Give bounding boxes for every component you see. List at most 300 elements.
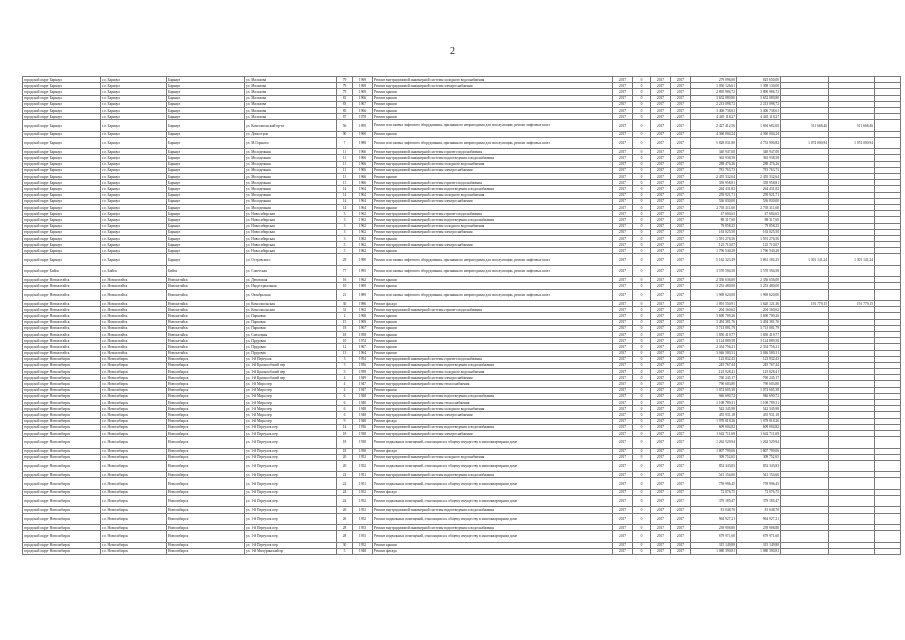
total-cost-cell: 2 455 332,64	[691, 174, 737, 180]
house-number-cell: 3	[337, 235, 353, 241]
total-cost-cell: 3 046 580,31	[691, 350, 737, 356]
count-cell: 0	[633, 418, 651, 424]
work-type-cell: Ремонт крыши	[373, 107, 613, 113]
settlement-cell: г.о. Новоалтайск	[101, 301, 167, 307]
trailing-cell	[875, 437, 901, 448]
street-cell: ул. Прудовая	[245, 338, 337, 344]
municipality-cell: городской округ Барнаул	[23, 204, 101, 210]
other-cost-cell	[829, 437, 875, 448]
work-type-cell: Ремонт или замена лифтового оборудования, признанного непригодным для эксплуатации, ремонт лифтовых шахт	[373, 254, 613, 265]
end-year-cell: 2017	[671, 460, 691, 471]
start-year-cell: 2017	[651, 204, 671, 210]
count-cell: 0	[633, 83, 651, 89]
end-year-cell: 2017	[671, 283, 691, 289]
owner-cost-cell	[781, 496, 829, 507]
fund-cost-cell: 1 694 682,00	[737, 120, 781, 131]
plan-year-cell: 2017	[613, 478, 633, 489]
end-year-cell: 2017	[671, 161, 691, 167]
start-year-cell: 2017	[651, 478, 671, 489]
work-type-cell: Ремонт крыши	[373, 542, 613, 548]
work-type-cell: Ремонт внутридомовой инженерной системы теплоснабжения	[373, 400, 613, 406]
work-type-cell: Ремонт фасада	[373, 301, 613, 307]
work-type-cell: Ремонт крыши	[373, 283, 613, 289]
plan-year-cell: 2017	[613, 412, 633, 418]
municipality-cell: городской округ Новоалтайск	[23, 277, 101, 283]
city-cell: Новосибирск	[167, 489, 245, 495]
table-row	[23, 496, 901, 507]
work-type-cell: Ремонт фасада	[373, 489, 613, 495]
end-year-cell: 2017	[671, 301, 691, 307]
start-year-cell: 2017	[651, 137, 671, 148]
street-cell: ул. Новосибирская	[245, 242, 337, 248]
fund-cost-cell: 2 356 636,00	[737, 277, 781, 283]
street-cell: ул. 1-й Мира пер	[245, 400, 337, 406]
house-number-cell: 4	[337, 375, 353, 381]
build-year-cell: 1978	[353, 114, 373, 120]
work-type-cell: Ремонт внутридомовой инженерной системы водоотведения и водоснабжения	[373, 507, 613, 513]
count-cell: 0	[633, 350, 651, 356]
work-type-cell: Ремонт крыши	[373, 131, 613, 137]
house-number-cell: 90	[337, 131, 353, 137]
street-cell: ул. Молодежная	[245, 192, 337, 198]
street-cell: ул. Молодежная	[245, 180, 337, 186]
count-cell: 0	[633, 161, 651, 167]
total-cost-cell: 259 921,71	[691, 192, 737, 198]
count-cell: 0	[633, 412, 651, 418]
settlement-cell: г.о. Барнаул	[101, 167, 167, 173]
plan-year-cell: 2017	[613, 496, 633, 507]
street-cell: ул. Парковая	[245, 313, 337, 319]
table-row	[23, 460, 901, 471]
plan-year-cell: 2017	[613, 548, 633, 554]
build-year-cell: 1949	[353, 375, 373, 381]
settlement-cell: г.о. Новосибирск	[101, 478, 167, 489]
end-year-cell: 2017	[671, 513, 691, 524]
build-year-cell: 1966	[353, 161, 373, 167]
plan-year-cell: 2017	[613, 344, 633, 350]
fund-cost-cell: 1 074 605,38	[737, 387, 781, 393]
start-year-cell: 2017	[651, 338, 671, 344]
count-cell: 0	[633, 89, 651, 95]
count-cell: 0	[633, 289, 651, 300]
settlement-cell: г.о. Барнаул	[101, 77, 167, 83]
start-year-cell: 2017	[651, 430, 671, 436]
start-year-cell: 2017	[651, 525, 671, 531]
plan-year-cell: 2017	[613, 362, 633, 368]
plan-year-cell: 2017	[613, 186, 633, 192]
settlement-cell: г.о. Барнаул	[101, 204, 167, 210]
municipality-cell: городской округ Барнаул	[23, 114, 101, 120]
fund-cost-cell: 3 890 986,72	[737, 89, 781, 95]
work-type-cell: Ремонт крыши	[373, 114, 613, 120]
work-type-cell: Ремонт внутридомовой инженерной системы горячего водоснабжения	[373, 356, 613, 362]
fund-cost-cell: 1 796 540,28	[737, 248, 781, 254]
house-number-cell: 18	[337, 437, 353, 448]
plan-year-cell: 2017	[613, 223, 633, 229]
settlement-cell: г.о. Барнаул	[101, 192, 167, 198]
total-cost-cell: 760 245,17	[691, 375, 737, 381]
count-cell: 0	[633, 393, 651, 399]
owner-cost-cell: 1 301 141,24	[781, 254, 829, 265]
total-cost-cell: 4 445 118,27	[691, 114, 737, 120]
total-cost-cell: 609 004,82	[691, 424, 737, 430]
start-year-cell: 2017	[651, 114, 671, 120]
street-cell: ул. 1-й Переулок пер	[245, 478, 337, 489]
build-year-cell: 1938	[353, 437, 373, 448]
municipality-cell: городской округ Барнаул	[23, 248, 101, 254]
house-number-cell: 15	[337, 319, 353, 325]
end-year-cell: 2017	[671, 254, 691, 265]
municipality-cell: городской округ Барнаул	[23, 174, 101, 180]
street-cell: ул. 1-й Мира пер	[245, 406, 337, 412]
street-cell: ул. 1-й Переулок пер	[245, 454, 337, 460]
fund-cost-cell: 1 591 276,56	[737, 235, 781, 241]
fund-cost-cell: 309 752,65	[737, 454, 781, 460]
fund-cost-cell: 239 908,80	[737, 525, 781, 531]
work-type-cell: Ремонт внутридомовой инженерной системы горячего водоснабжения	[373, 149, 613, 155]
work-type-cell: Ремонт внутридомовой инженерной системы водоотведения и водоснабжения	[373, 217, 613, 223]
count-cell: 0	[633, 448, 651, 454]
build-year-cell: 1962	[353, 211, 373, 217]
plan-year-cell: 2017	[613, 277, 633, 283]
build-year-cell: 1966	[353, 180, 373, 186]
city-cell: Барнаул	[167, 192, 245, 198]
settlement-cell: г.о. Новосибирск	[101, 424, 167, 430]
settlement-cell: г.о. Новосибирск	[101, 472, 167, 478]
street-cell: ул. 1-й Переулок пер	[245, 531, 337, 542]
work-type-cell: Ремонт фасада	[373, 448, 613, 454]
municipality-cell: городской округ Новоалтайск	[23, 289, 101, 300]
fund-cost-cell: 1 080 390,81	[737, 548, 781, 554]
municipality-cell: городской округ Новоалтайск	[23, 331, 101, 337]
end-year-cell: 2017	[671, 400, 691, 406]
other-cost-cell: 511 668,46	[829, 120, 875, 131]
count-cell: 0	[633, 525, 651, 531]
city-cell: Новосибирск	[167, 381, 245, 387]
settlement-cell: г.о. Новосибирск	[101, 418, 167, 424]
trailing-cell	[875, 137, 901, 148]
total-cost-cell: 759 996,45	[691, 478, 737, 489]
municipality-cell: городской округ Новосибирск	[23, 472, 101, 478]
end-year-cell: 2017	[671, 211, 691, 217]
settlement-cell: г.о. Барнаул	[101, 174, 167, 180]
build-year-cell: 1956	[353, 362, 373, 368]
work-type-cell: Ремонт внутридомовой инженерной системы горячего водоснабжения	[373, 307, 613, 313]
municipality-cell: городской округ Барнаул	[23, 131, 101, 137]
plan-year-cell: 2017	[613, 531, 633, 542]
house-number-cell: 18	[337, 331, 353, 337]
municipality-cell: городской округ Барнаул	[23, 242, 101, 248]
total-cost-cell: 1 050 126,61	[691, 83, 737, 89]
municipality-cell: городской округ Барнаул	[23, 229, 101, 235]
settlement-cell: г.о. Барнаул	[101, 107, 167, 113]
total-cost-cell: 79 858,25	[691, 223, 737, 229]
work-type-cell: Ремонт или замена лифтового оборудования, признанного непригодным для эксплуатации, ремонт лифтовых шахт	[373, 137, 613, 148]
start-year-cell: 2017	[651, 248, 671, 254]
start-year-cell: 2017	[651, 513, 671, 524]
settlement-cell: г.о. Барнаул	[101, 235, 167, 241]
start-year-cell: 2017	[651, 375, 671, 381]
street-cell: ул. Молодежная	[245, 167, 337, 173]
fund-cost-cell: 79 858,25	[737, 223, 781, 229]
municipality-cell: городской округ Барнаул	[23, 149, 101, 155]
start-year-cell: 2017	[651, 381, 671, 387]
end-year-cell: 2017	[671, 496, 691, 507]
build-year-cell: 1947	[353, 387, 373, 393]
street-cell: ул. 1-й Переулок пер	[245, 496, 337, 507]
table-row	[23, 120, 901, 131]
total-cost-cell: 5 162 323,49	[691, 254, 737, 265]
settlement-cell: г.о. Барнаул	[101, 161, 167, 167]
trailing-cell	[875, 496, 901, 507]
street-cell: ул. Парковая	[245, 319, 337, 325]
house-number-cell: 18	[337, 448, 353, 454]
settlement-cell: г.о. Новосибирск	[101, 496, 167, 507]
plan-year-cell: 2017	[613, 448, 633, 454]
work-type-cell: Ремонт внутридомовой инженерной системы холодного водоснабжения	[373, 161, 613, 167]
owner-cost-cell	[781, 531, 829, 542]
work-type-cell: Ремонт крыши	[373, 174, 613, 180]
total-cost-cell: 2 213 098,72	[691, 101, 737, 107]
start-year-cell: 2017	[651, 180, 671, 186]
count-cell: 0	[633, 387, 651, 393]
fund-cost-cell: 288 476,26	[737, 161, 781, 167]
build-year-cell: 1967	[353, 344, 373, 350]
plan-year-cell: 2017	[613, 167, 633, 173]
municipality-cell: городской округ Новоалтайск	[23, 350, 101, 356]
city-cell: Новосибирск	[167, 513, 245, 524]
street-cell: ул. Малахова	[245, 101, 337, 107]
build-year-cell: 1966	[353, 107, 373, 113]
start-year-cell: 2017	[651, 454, 671, 460]
plan-year-cell: 2017	[613, 114, 633, 120]
city-cell: Новоалтайск	[167, 350, 245, 356]
plan-year-cell: 2017	[613, 204, 633, 210]
street-cell: ул. 1-й Переулок	[245, 356, 337, 362]
fund-cost-cell: 3 253 480,00	[737, 283, 781, 289]
start-year-cell: 2017	[651, 307, 671, 313]
start-year-cell: 2017	[651, 424, 671, 430]
work-type-cell: Ремонт крыши	[373, 313, 613, 319]
city-cell: Новосибирск	[167, 548, 245, 554]
city-cell: Новосибирск	[167, 454, 245, 460]
build-year-cell: 1948	[353, 548, 373, 554]
municipality-cell: городской округ Бийск	[23, 265, 101, 276]
municipality-cell: городской округ Барнаул	[23, 77, 101, 83]
fund-cost-cell: 245 767,44	[737, 362, 781, 368]
build-year-cell: 1953	[353, 531, 373, 542]
house-number-cell: 21	[337, 289, 353, 300]
start-year-cell: 2017	[651, 437, 671, 448]
house-number-cell: 30	[337, 301, 353, 307]
fund-cost-cell: 163 025,50	[737, 229, 781, 235]
work-type-cell: Ремонт внутридомовой инженерной системы электроснабжения	[373, 375, 613, 381]
fund-cost-cell: 2 334 756,21	[737, 344, 781, 350]
settlement-cell: г.о. Барнаул	[101, 186, 167, 192]
end-year-cell: 2017	[671, 362, 691, 368]
fund-cost-cell: 1 620 121,36	[737, 301, 781, 307]
build-year-cell: 1964	[353, 204, 373, 210]
street-cell: ул. 1-й Переулок пер	[245, 513, 337, 524]
plan-year-cell: 2017	[613, 192, 633, 198]
fund-cost-cell: 339 958,81	[737, 180, 781, 186]
work-type-cell: Ремонт крыши	[373, 95, 613, 101]
start-year-cell: 2017	[651, 418, 671, 424]
fund-cost-cell: 3 406 738,61	[737, 107, 781, 113]
end-year-cell: 2017	[671, 525, 691, 531]
fund-cost-cell: 3 713 081,79	[737, 325, 781, 331]
count-cell: 0	[633, 174, 651, 180]
build-year-cell: 1951	[353, 478, 373, 489]
street-cell: ул. Индустриальная	[245, 283, 337, 289]
plan-year-cell: 2017	[613, 235, 633, 241]
start-year-cell: 2017	[651, 542, 671, 548]
house-number-cell: 11	[337, 161, 353, 167]
build-year-cell: 1990	[353, 254, 373, 265]
count-cell: 0	[633, 430, 651, 436]
work-type-cell: Ремонт подвальных помещений, относящихся к общему имуществу в многоквартирном доме	[373, 478, 613, 489]
end-year-cell: 2017	[671, 204, 691, 210]
municipality-cell: городской округ Новоалтайск	[23, 325, 101, 331]
municipality-cell: городской округ Новоалтайск	[23, 319, 101, 325]
total-cost-cell: 781 763,73	[691, 167, 737, 173]
house-number-cell: 77	[337, 265, 353, 276]
build-year-cell: 1969	[353, 83, 373, 89]
fund-cost-cell: 1 807 799,06	[737, 448, 781, 454]
fund-cost-cell: 1 978 818,26	[737, 418, 781, 424]
total-cost-cell: 3 713 081,79	[691, 325, 737, 331]
total-cost-cell: 88 317,60	[691, 217, 737, 223]
end-year-cell: 2017	[671, 412, 691, 418]
house-number-cell: 11	[337, 174, 353, 180]
start-year-cell: 2017	[651, 95, 671, 101]
other-cost-cell: 191 779,15	[829, 301, 875, 307]
build-year-cell: 1964	[353, 198, 373, 204]
fund-cost-cell: 542 345,98	[737, 406, 781, 412]
city-cell: Новоалтайск	[167, 289, 245, 300]
total-cost-cell: 3 690 709,26	[691, 313, 737, 319]
plan-year-cell: 2017	[613, 107, 633, 113]
city-cell: Барнаул	[167, 229, 245, 235]
municipality-cell: городской округ Новосибирск	[23, 362, 101, 368]
count-cell: 0	[633, 400, 651, 406]
house-number-cell: 10	[337, 338, 353, 344]
count-cell: 0	[633, 531, 651, 542]
count-cell: 0	[633, 313, 651, 319]
count-cell: 0	[633, 375, 651, 381]
count-cell: 0	[633, 381, 651, 387]
end-year-cell: 2017	[671, 424, 691, 430]
build-year-cell: 1962	[353, 307, 373, 313]
settlement-cell: г.о. Новосибирск	[101, 448, 167, 454]
city-cell: Новосибирск	[167, 393, 245, 399]
municipality-cell: городской округ Новосибирск	[23, 406, 101, 412]
city-cell: Новоалтайск	[167, 325, 245, 331]
work-type-cell: Ремонт или замена лифтового оборудования, признанного непригодным для эксплуатации, ремонт лифтовых шахт	[373, 289, 613, 300]
table-body	[23, 77, 901, 555]
start-year-cell: 2017	[651, 192, 671, 198]
total-cost-cell: 1 591 276,56	[691, 235, 737, 241]
build-year-cell: 1952	[353, 489, 373, 495]
owner-cost-cell: 511 668,46	[781, 120, 829, 131]
fund-cost-cell: 72 076,75	[737, 489, 781, 495]
plan-year-cell: 2017	[613, 513, 633, 524]
house-number-cell: 11	[337, 155, 353, 161]
total-cost-cell: 279 096,00	[691, 77, 737, 83]
house-number-cell: 20	[337, 454, 353, 460]
trailing-cell	[875, 478, 901, 489]
street-cell: ул. 1-й Переулок пер	[245, 424, 337, 430]
house-number-cell: 5	[337, 248, 353, 254]
end-year-cell: 2017	[671, 277, 691, 283]
count-cell: 0	[633, 325, 651, 331]
total-cost-cell: 309 752,65	[691, 454, 737, 460]
start-year-cell: 2017	[651, 242, 671, 248]
street-cell: ул. Молодежная	[245, 204, 337, 210]
city-cell: Барнаул	[167, 248, 245, 254]
street-cell: ул. Комсомольский пр-кт	[245, 120, 337, 131]
owner-cost-cell: 1 074 000,94	[781, 137, 829, 148]
start-year-cell: 2017	[651, 393, 671, 399]
owner-cost-cell	[781, 460, 829, 471]
start-year-cell: 2017	[651, 362, 671, 368]
trailing-cell	[875, 254, 901, 265]
total-cost-cell: 3 494 381,76	[691, 319, 737, 325]
total-cost-cell: 1 891 550,91	[691, 301, 737, 307]
count-cell: 0	[633, 478, 651, 489]
street-cell: ул. Совхозная	[245, 331, 337, 337]
start-year-cell: 2017	[651, 331, 671, 337]
city-cell: Новосибирск	[167, 437, 245, 448]
street-cell: ул. Молодежная	[245, 149, 337, 155]
settlement-cell: г.о. Новосибирск	[101, 362, 167, 368]
total-cost-cell: 4 360 004,24	[691, 131, 737, 137]
end-year-cell: 2017	[671, 242, 691, 248]
fund-cost-cell: 3 861 182,25	[737, 254, 781, 265]
fund-cost-cell: 1 398 130,00	[737, 83, 781, 89]
city-cell: Барнаул	[167, 89, 245, 95]
start-year-cell: 2017	[651, 217, 671, 223]
street-cell: ул. Малахова	[245, 107, 337, 113]
plan-year-cell: 2017	[613, 325, 633, 331]
start-year-cell: 2017	[651, 186, 671, 192]
street-cell: ул. 1-й Переулок пер	[245, 460, 337, 471]
plan-year-cell: 2017	[613, 307, 633, 313]
build-year-cell: 1948	[353, 393, 373, 399]
end-year-cell: 2017	[671, 319, 691, 325]
municipality-cell: городской округ Новосибирск	[23, 375, 101, 381]
count-cell: 0	[633, 248, 651, 254]
settlement-cell: г.о. Новосибирск	[101, 525, 167, 531]
end-year-cell: 2017	[671, 448, 691, 454]
plan-year-cell: 2017	[613, 229, 633, 235]
build-year-cell: 1995	[353, 265, 373, 276]
start-year-cell: 2017	[651, 412, 671, 418]
street-cell: ул. Советская	[245, 265, 337, 276]
total-cost-cell: 264 431,82	[691, 186, 737, 192]
settlement-cell: г.о. Новосибирск	[101, 489, 167, 495]
start-year-cell: 2017	[651, 548, 671, 554]
settlement-cell: г.о. Барнаул	[101, 114, 167, 120]
trailing-cell	[875, 548, 901, 554]
build-year-cell: 1952	[353, 513, 373, 524]
street-cell: ул. Молодежная	[245, 161, 337, 167]
end-year-cell: 2017	[671, 350, 691, 356]
other-cost-cell	[829, 548, 875, 554]
municipality-cell: городской округ Барнаул	[23, 198, 101, 204]
trailing-cell	[875, 120, 901, 131]
total-cost-cell: 2 334 756,21	[691, 344, 737, 350]
